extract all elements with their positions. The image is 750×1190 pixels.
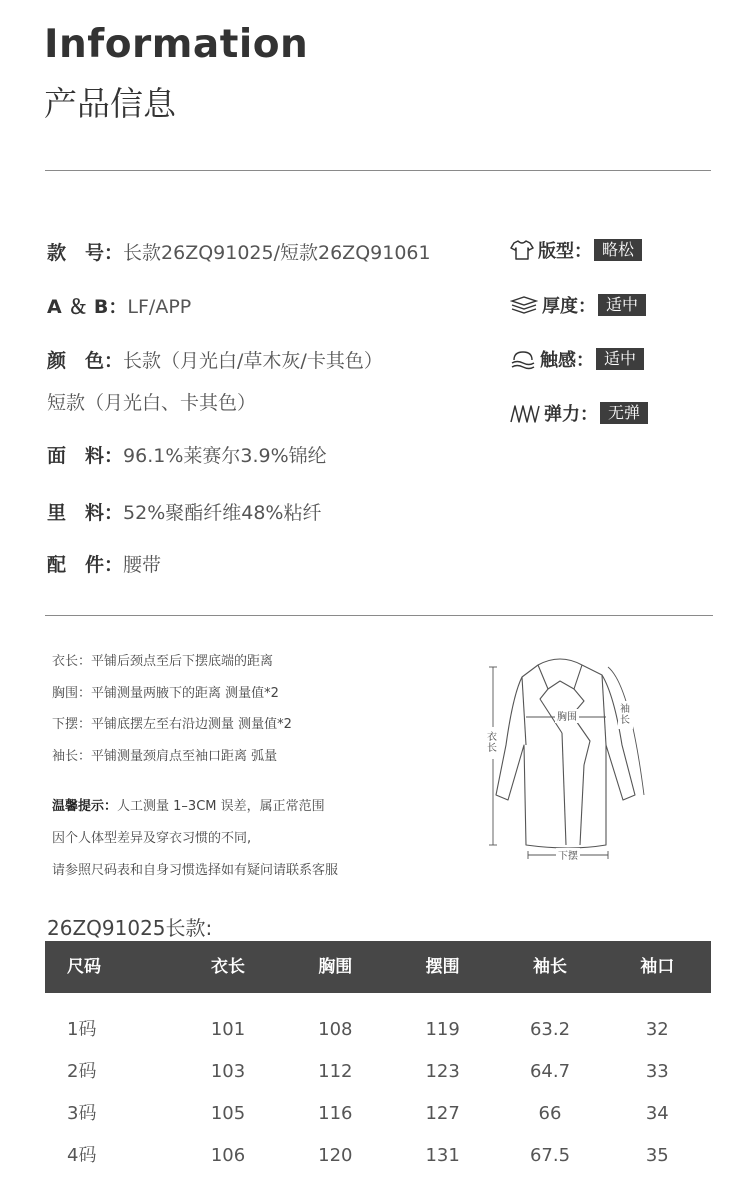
cell-chest: 108: [318, 1019, 353, 1040]
cell-chest: 120: [318, 1145, 353, 1166]
spec-fabric-label: 面 料：: [47, 445, 124, 467]
divider-middle: [45, 615, 713, 616]
spec-style-no-value: 长款26ZQ91025/短款26ZQ91061: [123, 242, 431, 264]
spec-ab: [47, 292, 191, 319]
spec-ab-value: LF/APP: [127, 296, 192, 318]
cell-length: 103: [210, 1061, 246, 1082]
attr-thickness: [510, 292, 646, 318]
cell-sleeve: 64.7: [529, 1061, 571, 1082]
note-tip-label: 温馨提示：: [52, 799, 118, 814]
note-tip-2: 因个人体型差异及穿衣习惯的不同,: [52, 831, 252, 846]
note-tip: [52, 795, 325, 814]
cell-size: 4码: [67, 1145, 97, 1166]
spec-lining-label: 里 料：: [47, 502, 124, 524]
page-title-cn: 产品信息: [44, 84, 176, 123]
size-table-header: [45, 941, 711, 993]
spec-fabric-value: 96.1%莱赛尔3.9%锦纶: [123, 445, 327, 467]
spec-lining-value: 52%聚酯纤维48%粘纤: [123, 502, 322, 524]
cell-sleeve: 63.2: [529, 1019, 571, 1040]
touch-icon: [510, 348, 536, 370]
cell-cuff: 35: [645, 1145, 669, 1166]
spec-lining: [47, 498, 321, 525]
attr-stretch-badge: 无弹: [600, 402, 648, 424]
spec-style-no-label: 款 号：: [47, 242, 124, 264]
spec-ab-label: A ＆ B：: [47, 296, 128, 318]
diagram-hem-label: 下摆: [558, 851, 578, 862]
attr-fit-label: 版型：: [538, 241, 592, 262]
spec-color: [47, 346, 383, 373]
diagram-length-label: [487, 730, 497, 754]
attr-touch-badge: 适中: [596, 348, 644, 370]
spec-color-label: 颜 色：: [47, 350, 124, 372]
header-hem: 摆围: [425, 957, 460, 977]
coat-diagram: [480, 645, 670, 870]
cell-size: 1码: [67, 1019, 97, 1040]
header-sleeve: 袖长: [532, 957, 567, 977]
spec-color-value: 长款（月光白/草木灰/卡其色）: [123, 350, 383, 372]
cell-hem: 119: [425, 1019, 460, 1040]
cell-hem: 131: [425, 1145, 460, 1166]
attr-stretch-label: 弹力：: [544, 404, 598, 425]
attr-fit-badge: 略松: [594, 239, 642, 261]
cell-cuff: 33: [645, 1061, 669, 1082]
attr-touch: [510, 346, 644, 372]
spec-accessory-value: 腰带: [123, 554, 162, 576]
table-row: [45, 1094, 711, 1134]
spec-accessory: [47, 550, 161, 577]
cell-hem: 127: [425, 1103, 460, 1124]
cell-size: 2码: [67, 1061, 97, 1082]
cell-length: 101: [210, 1019, 246, 1040]
divider-top: [45, 170, 711, 171]
cell-cuff: 32: [645, 1019, 669, 1040]
diagram-length-char-2: 长: [487, 743, 497, 754]
layers-icon: [510, 294, 538, 316]
attr-thickness-label: 厚度：: [542, 296, 596, 317]
header-chest: 胸围: [318, 957, 353, 977]
header-size: 尺码: [67, 957, 101, 977]
cell-sleeve: 66: [538, 1103, 562, 1124]
note-length: 衣长：平铺后颈点至后下摆底端的距离: [52, 654, 274, 669]
cell-chest: 112: [318, 1061, 353, 1082]
tshirt-icon: [510, 239, 534, 261]
page-title-en: Information: [44, 22, 309, 67]
diagram-sleeve-char-2: 长: [620, 715, 630, 726]
note-chest: 胸围：平铺测量两腋下的距离 测量值*2: [52, 686, 279, 701]
note-tip-3: 请参照尺码表和自身习惯选择如有疑问请联系客服: [52, 863, 339, 878]
table-row: [45, 1136, 711, 1176]
spec-color-short: [47, 388, 256, 415]
spec-style-no: [47, 238, 431, 265]
cell-sleeve: 67.5: [529, 1145, 571, 1166]
cell-length: 105: [210, 1103, 246, 1124]
cell-size: 3码: [67, 1103, 97, 1124]
attr-touch-label: 触感：: [540, 350, 594, 371]
attr-fit: [510, 237, 642, 263]
attr-stretch: [510, 400, 648, 426]
note-sleeve: 袖长：平铺测量颈肩点至袖口距离 弧量: [52, 749, 278, 764]
cell-cuff: 34: [645, 1103, 669, 1124]
attr-thickness-badge: 适中: [598, 294, 646, 316]
spec-color-value-short: 短款（月光白、卡其色）: [47, 392, 257, 414]
table-row: [45, 1052, 711, 1092]
stretch-icon: [510, 402, 540, 424]
note-tip-text: 人工测量 1–3CM 误差，属正常范围: [117, 799, 325, 814]
table-row: [45, 1010, 711, 1050]
diagram-chest-label: 胸围: [557, 712, 577, 723]
cell-hem: 123: [425, 1061, 460, 1082]
header-cuff: 袖口: [640, 957, 675, 977]
diagram-sleeve-label: [620, 702, 630, 726]
cell-length: 106: [210, 1145, 246, 1166]
diagram-length-char-1: 衣: [487, 732, 497, 743]
spec-fabric: [47, 441, 327, 468]
diagram-sleeve-char-1: 袖: [620, 704, 630, 715]
spec-accessory-label: 配 件：: [47, 554, 124, 576]
size-table-title: 26ZQ91025长款:: [47, 916, 213, 940]
note-hem: 下摆：平铺底摆左至右沿边测量 测量值*2: [52, 717, 292, 732]
header-length: 衣长: [210, 957, 245, 977]
cell-chest: 116: [318, 1103, 353, 1124]
